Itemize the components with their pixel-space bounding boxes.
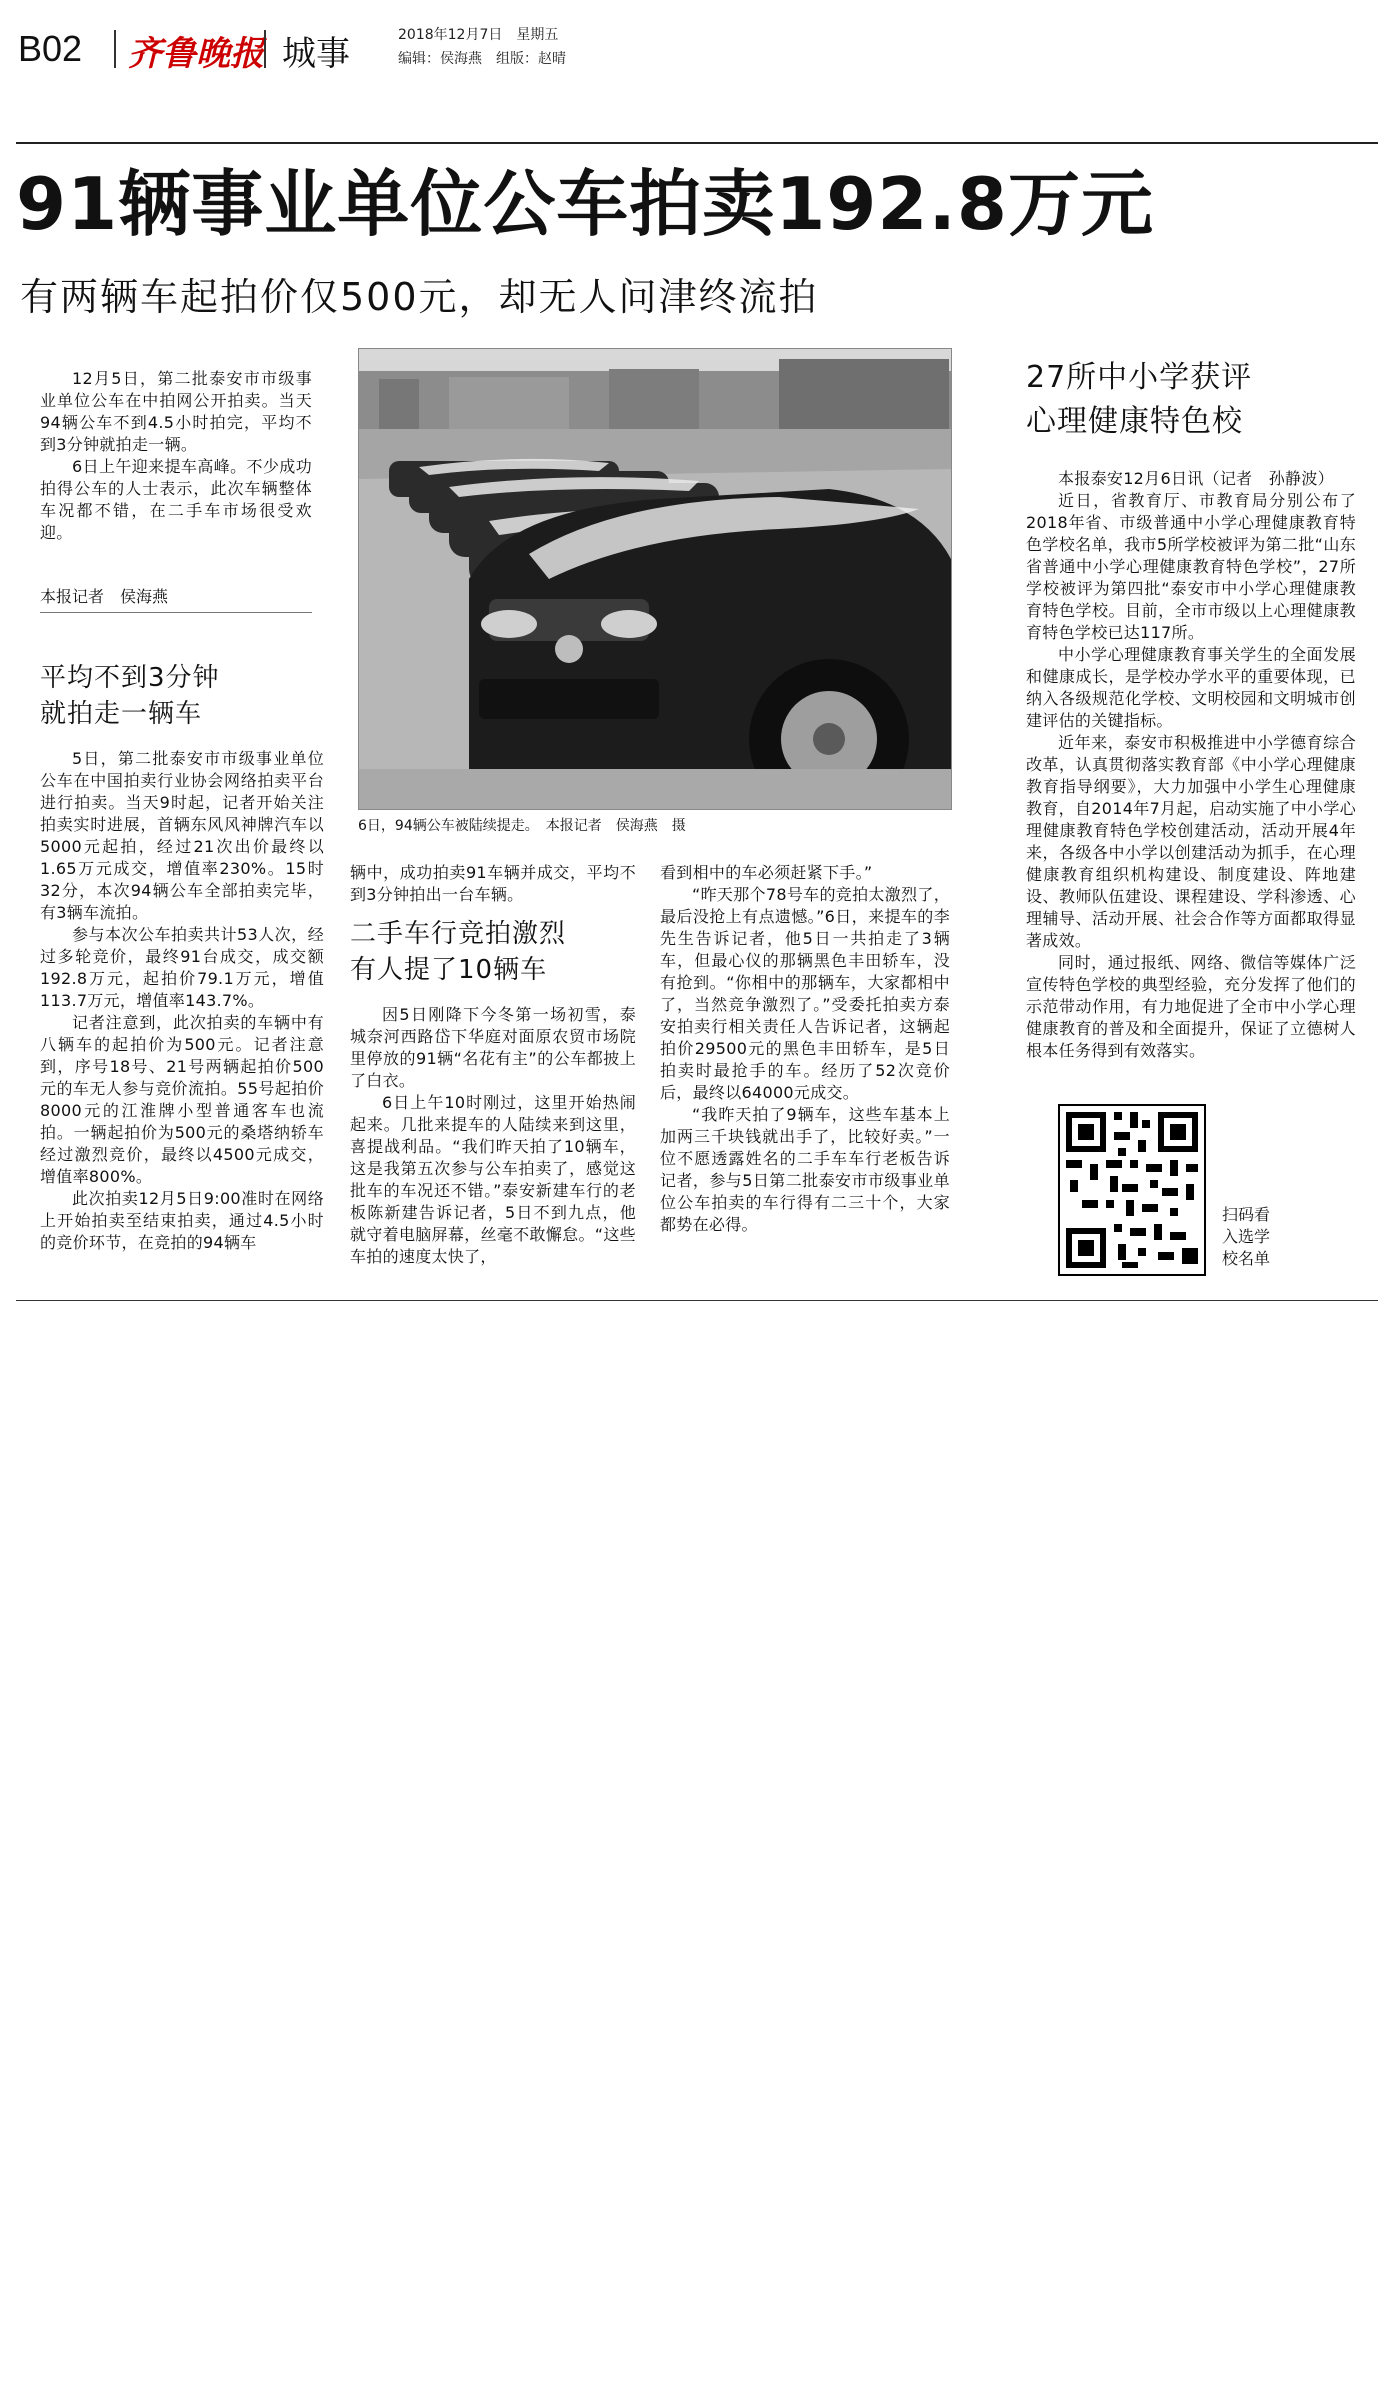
body-paragraph: “我昨天拍了9辆车，这些车基本上加两三千块钱就出手了，比较好卖。”一位不愿透露姓名的二手车车行老板告诉记者，参与5日第二批泰安市市级事业单位公车拍卖的车行得有二三十个，大家都势在必得。 (660, 1105, 950, 1234)
lead-byline: 本报记者 侯海燕 (40, 587, 169, 606)
body-paragraph: 6日上午10时刚过，这里开始热闹起来。几批来提车的人陆续来到这里，喜提战利品。“我们昨天拍了10辆车，这是我第五次参与公车拍卖了，感觉这批车的车况还不错。”泰安新建车行的老板陈新建告诉记者，5日不到九点，他就守着电脑屏幕，丝毫不敢懈怠。“这些车拍的速度太快了， (350, 1093, 636, 1266)
section-name: 城事 (282, 34, 350, 74)
content-bottom-rule (16, 1300, 1378, 1301)
body-paragraph: 近年来，泰安市积极推进中小学德育综合改革，认真贯彻落实教育部《中小学心理健康教育指导纲要》，大力加强中小学生心理健康教育，自2014年7月起，启动实施了中小学心理健康教育特色学校创建活动，活动开展4年来，各级各中小学以创建活动为抓手，在心理健康教育组织机构建设、制度建设、阵地建设、教师队伍建设、课程建设、学科渗透、心理辅导、活动开展、社会合作等方面都取得显著成效。 (1026, 733, 1356, 950)
section2-body (350, 1004, 636, 1268)
section1-body (40, 748, 324, 1254)
body-paragraph: 参与本次公车拍卖共计53人次，经过多轮竞价，最终91台成交，成交额192.8万元，起拍价79.1万元，增值113.7万元，增值率143.7%。 (40, 925, 324, 1010)
lead-paragraph: 12月5日，第二批泰安市市级事业单位公车在中拍网公开拍卖。当天94辆公车不到4.5小时拍完，平均不到3分钟就拍走一辆。 (40, 369, 312, 454)
side-story-body (1026, 468, 1356, 1062)
qr-code-icon (1060, 1106, 1204, 1274)
news-photo-parked-cars (358, 348, 952, 810)
col2-continuation (350, 862, 636, 906)
qr-code[interactable] (1058, 1104, 1206, 1276)
lead-rule (40, 612, 312, 613)
lead-paragraph: 6日上午迎来提车高峰。不少成功拍得公车的人士表示，此次车辆整体车况都不错，在二手车市场很受欢迎。 (40, 457, 312, 542)
page-number: B02 (18, 28, 83, 69)
side-story-title: 27所中小学获评 心理健康特色校 (1026, 360, 1253, 439)
body-paragraph: 中小学心理健康教育事关学生的全面发展和健康成长，是学校办学水平的重要体现，已纳入各级规范化学校、文明校园和文明城市创建评估的关键指标。 (1026, 645, 1356, 730)
photo-caption: 6日，94辆公车被陆续提走。 本报记者 侯海燕 摄 (358, 818, 686, 834)
header-divider (264, 30, 266, 68)
body-paragraph: 看到相中的车必须赶紧下手。” (660, 863, 873, 882)
qr-label: 扫码看 入选学 校名单 (1222, 1205, 1271, 1268)
editor-credits: 编辑：侯海燕 组版：赵晴 (398, 51, 566, 67)
body-paragraph: 同时，通过报纸、网络、微信等媒体广泛宣传特色学校的典型经验，充分发挥了他们的示范带动作用，有力地促进了全市中小学心理健康教育的普及和全面提升，保证了立德树人根本任务得到有效落实。 (1026, 953, 1356, 1060)
body-paragraph: 因5日刚降下今冬第一场初雪，泰城奈河西路岱下华庭对面原农贸市场院里停放的91辆“名花有主”的公车都披上了白衣。 (350, 1005, 636, 1090)
body-paragraph: 记者注意到，此次拍卖的车辆中有八辆车的起拍价为500元。记者注意到，序号18号、21号两辆起拍价500元的车无人参与竞价流拍。55号起拍价8000元的江淮牌小型普通客车也流拍。一辆起拍价为500元的桑塔纳轿车经过激烈竞价，最终以4500元成交，增值率800%。 (40, 1013, 324, 1186)
parked-cars-image (359, 349, 951, 809)
body-paragraph: 近日，省教育厅、市教育局分别公布了2018年省、市级普通中小学心理健康教育特色学校名单，我市5所学校被评为第二批“山东省普通中小学心理健康教育特色学校”，27所学校被评为第四批“泰安市中小学心理健康教育特色学校。目前，全市市级以上心理健康教育特色学校已达117所。 (1026, 491, 1356, 642)
header-rule (16, 142, 1378, 144)
sub-headline: 有两辆车起拍价仅500元，却无人问津终流拍 (20, 275, 819, 319)
section1-title: 平均不到3分钟 就拍走一辆车 (40, 663, 220, 729)
header-divider (114, 30, 116, 68)
section2-title: 二手车行竞拍激烈 有人提了10辆车 (350, 919, 567, 985)
body-paragraph: 5日，第二批泰安市市级事业单位公车在中国拍卖行业协会网络拍卖平台进行拍卖。当天9时起，记者开始关注拍卖实时进展，首辆东风风神牌汽车以5000元起拍，经过21次出价最终以1.65万元成交，增值率230%。15时32分，本次94辆公车全部拍卖完毕，有3辆车流拍。 (40, 749, 324, 922)
newspaper-logo: 齐鲁晚报 (128, 34, 264, 74)
col3-body (660, 862, 950, 1236)
main-headline: 91辆事业单位公车拍卖192.8万元 (16, 162, 1154, 246)
body-paragraph: 辆中，成功拍卖91车辆并成交，平均不到3分钟拍出一台车辆。 (350, 863, 636, 904)
dateline: 本报泰安12月6日讯（记者 孙静波） (1058, 469, 1334, 488)
issue-date: 2018年12月7日 星期五 (398, 27, 559, 43)
body-paragraph: “昨天那个78号车的竞拍太激烈了，最后没抢上有点遗憾。”6日，来提车的李先生告诉记者，他5日一共拍走了3辆车，但最心仪的那辆黑色丰田轿车，没有抢到。“你相中的那辆车，大家都相中了，当然竞争激烈了。”受委托拍卖方泰安拍卖行相关责任人告诉记者，这辆起拍价29500元的黑色丰田轿车，是5日拍卖时最抢手的车。经历了52次竞价后，最终以64000元成交。 (660, 885, 950, 1102)
lead-text (40, 368, 312, 544)
body-paragraph: 此次拍卖12月5日9:00准时在网络上开始拍卖至结束拍卖，通过4.5小时的竞价环节，在竞拍的94辆车 (40, 1189, 324, 1252)
